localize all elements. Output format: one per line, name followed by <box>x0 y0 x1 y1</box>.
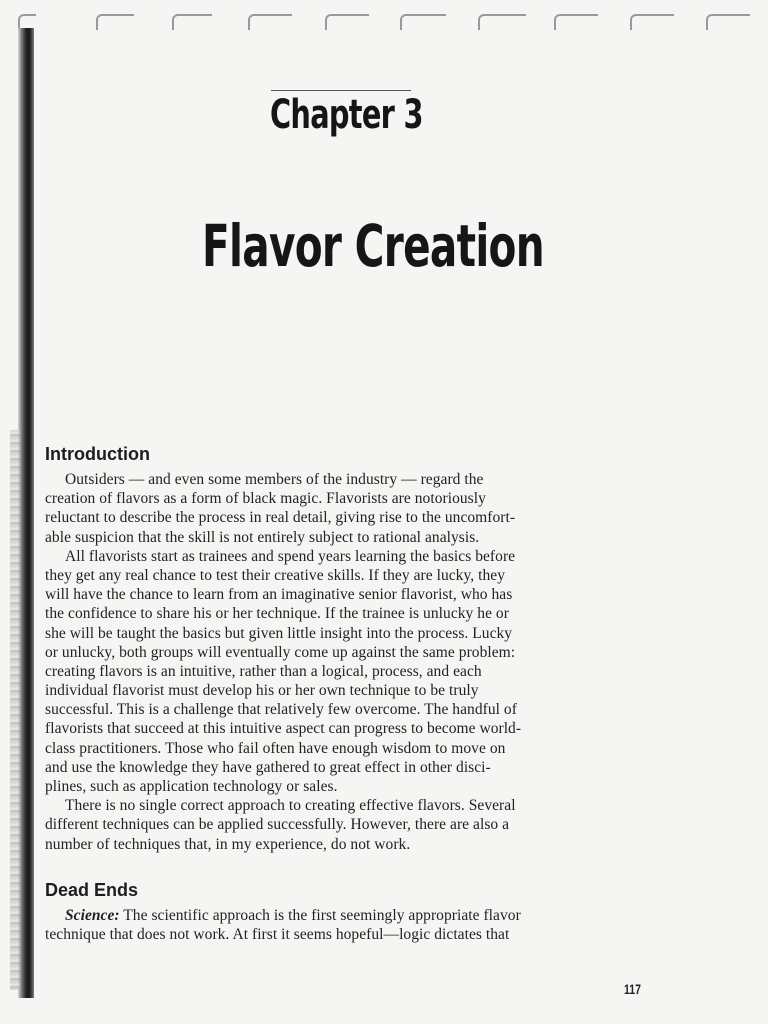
chapter-label: Chapter 3 <box>270 92 423 138</box>
lead-rest: The scientific approach is the first seemingly appropriate flavor <box>119 907 521 924</box>
body-line: technique that does not work. At first it seems hopeful—logic dictates that <box>45 926 510 944</box>
page-number: 117 <box>624 981 641 997</box>
binder-tab <box>96 14 134 30</box>
body-line: There is no single correct approach to creating effective flavors. Several <box>65 797 516 815</box>
body-line: flavorists that succeed at this intuitive aspect can progress to become world- <box>45 720 522 738</box>
binder-tab <box>706 14 750 30</box>
body-line: number of techniques that, in my experience, do not work. <box>45 835 411 853</box>
section-heading-dead-ends: Dead Ends <box>45 880 139 900</box>
binder-tab <box>478 14 526 30</box>
body-line: and use the knowledge they have gathered to great effect in other disci- <box>45 758 491 776</box>
dead-ends-body <box>45 906 645 944</box>
binder-tab <box>630 14 674 30</box>
body-line: successful. This is a challenge that relatively few overcome. The handful of <box>45 701 517 719</box>
binder-tab <box>400 14 446 30</box>
body-line <box>45 906 645 925</box>
binding-spine <box>18 28 34 998</box>
section-heading-introduction: Introduction <box>45 444 150 464</box>
binder-tab <box>172 14 212 30</box>
body-line: creating flavors is an intuitive, rather than a logical, process, and each <box>45 662 482 680</box>
body-line: she will be taught the basics but given little insight into the process. Lucky <box>45 624 513 642</box>
body-line: plines, such as application technology or sales. <box>45 778 338 795</box>
chapter-rule <box>271 90 411 91</box>
body-line: they get any real chance to test their creative skills. If they are lucky, they <box>45 566 506 584</box>
chapter-title: Flavor Creation <box>202 212 544 280</box>
body-line: All flavorists start as trainees and spend years learning the basics before <box>65 547 516 565</box>
body-line: individual flavorist must develop his or her own technique to be truly <box>45 682 479 700</box>
body-line: creation of flavors as a form of black magic. Flavorists are notoriously <box>45 490 486 508</box>
body-line: the confidence to share his or her technique. If the trainee is unlucky he or <box>45 605 509 623</box>
binding-shadow <box>10 430 20 990</box>
introduction-body <box>45 470 645 854</box>
body-line: class practitioners. Those who fail often have enough wisdom to move on <box>45 739 506 757</box>
body-line: Outsiders — and even some members of the industry — regard the <box>65 471 484 488</box>
binder-tab <box>248 14 292 30</box>
body-line: reluctant to describe the process in real detail, giving rise to the uncomfort- <box>45 509 516 527</box>
binder-tab <box>554 14 598 30</box>
binder-tab <box>325 14 369 30</box>
binder-tabs <box>18 10 758 36</box>
lead-term: Science: <box>65 907 120 924</box>
body-line: or unlucky, both groups will eventually come up against the same problem: <box>45 643 516 661</box>
body-line: able suspicion that the skill is not entirely subject to rational analysis. <box>45 528 480 546</box>
body-line: different techniques can be applied successfully. However, there are also a <box>45 816 510 834</box>
body-line: will have the chance to learn from an imaginative senior flavorist, who has <box>45 586 513 604</box>
